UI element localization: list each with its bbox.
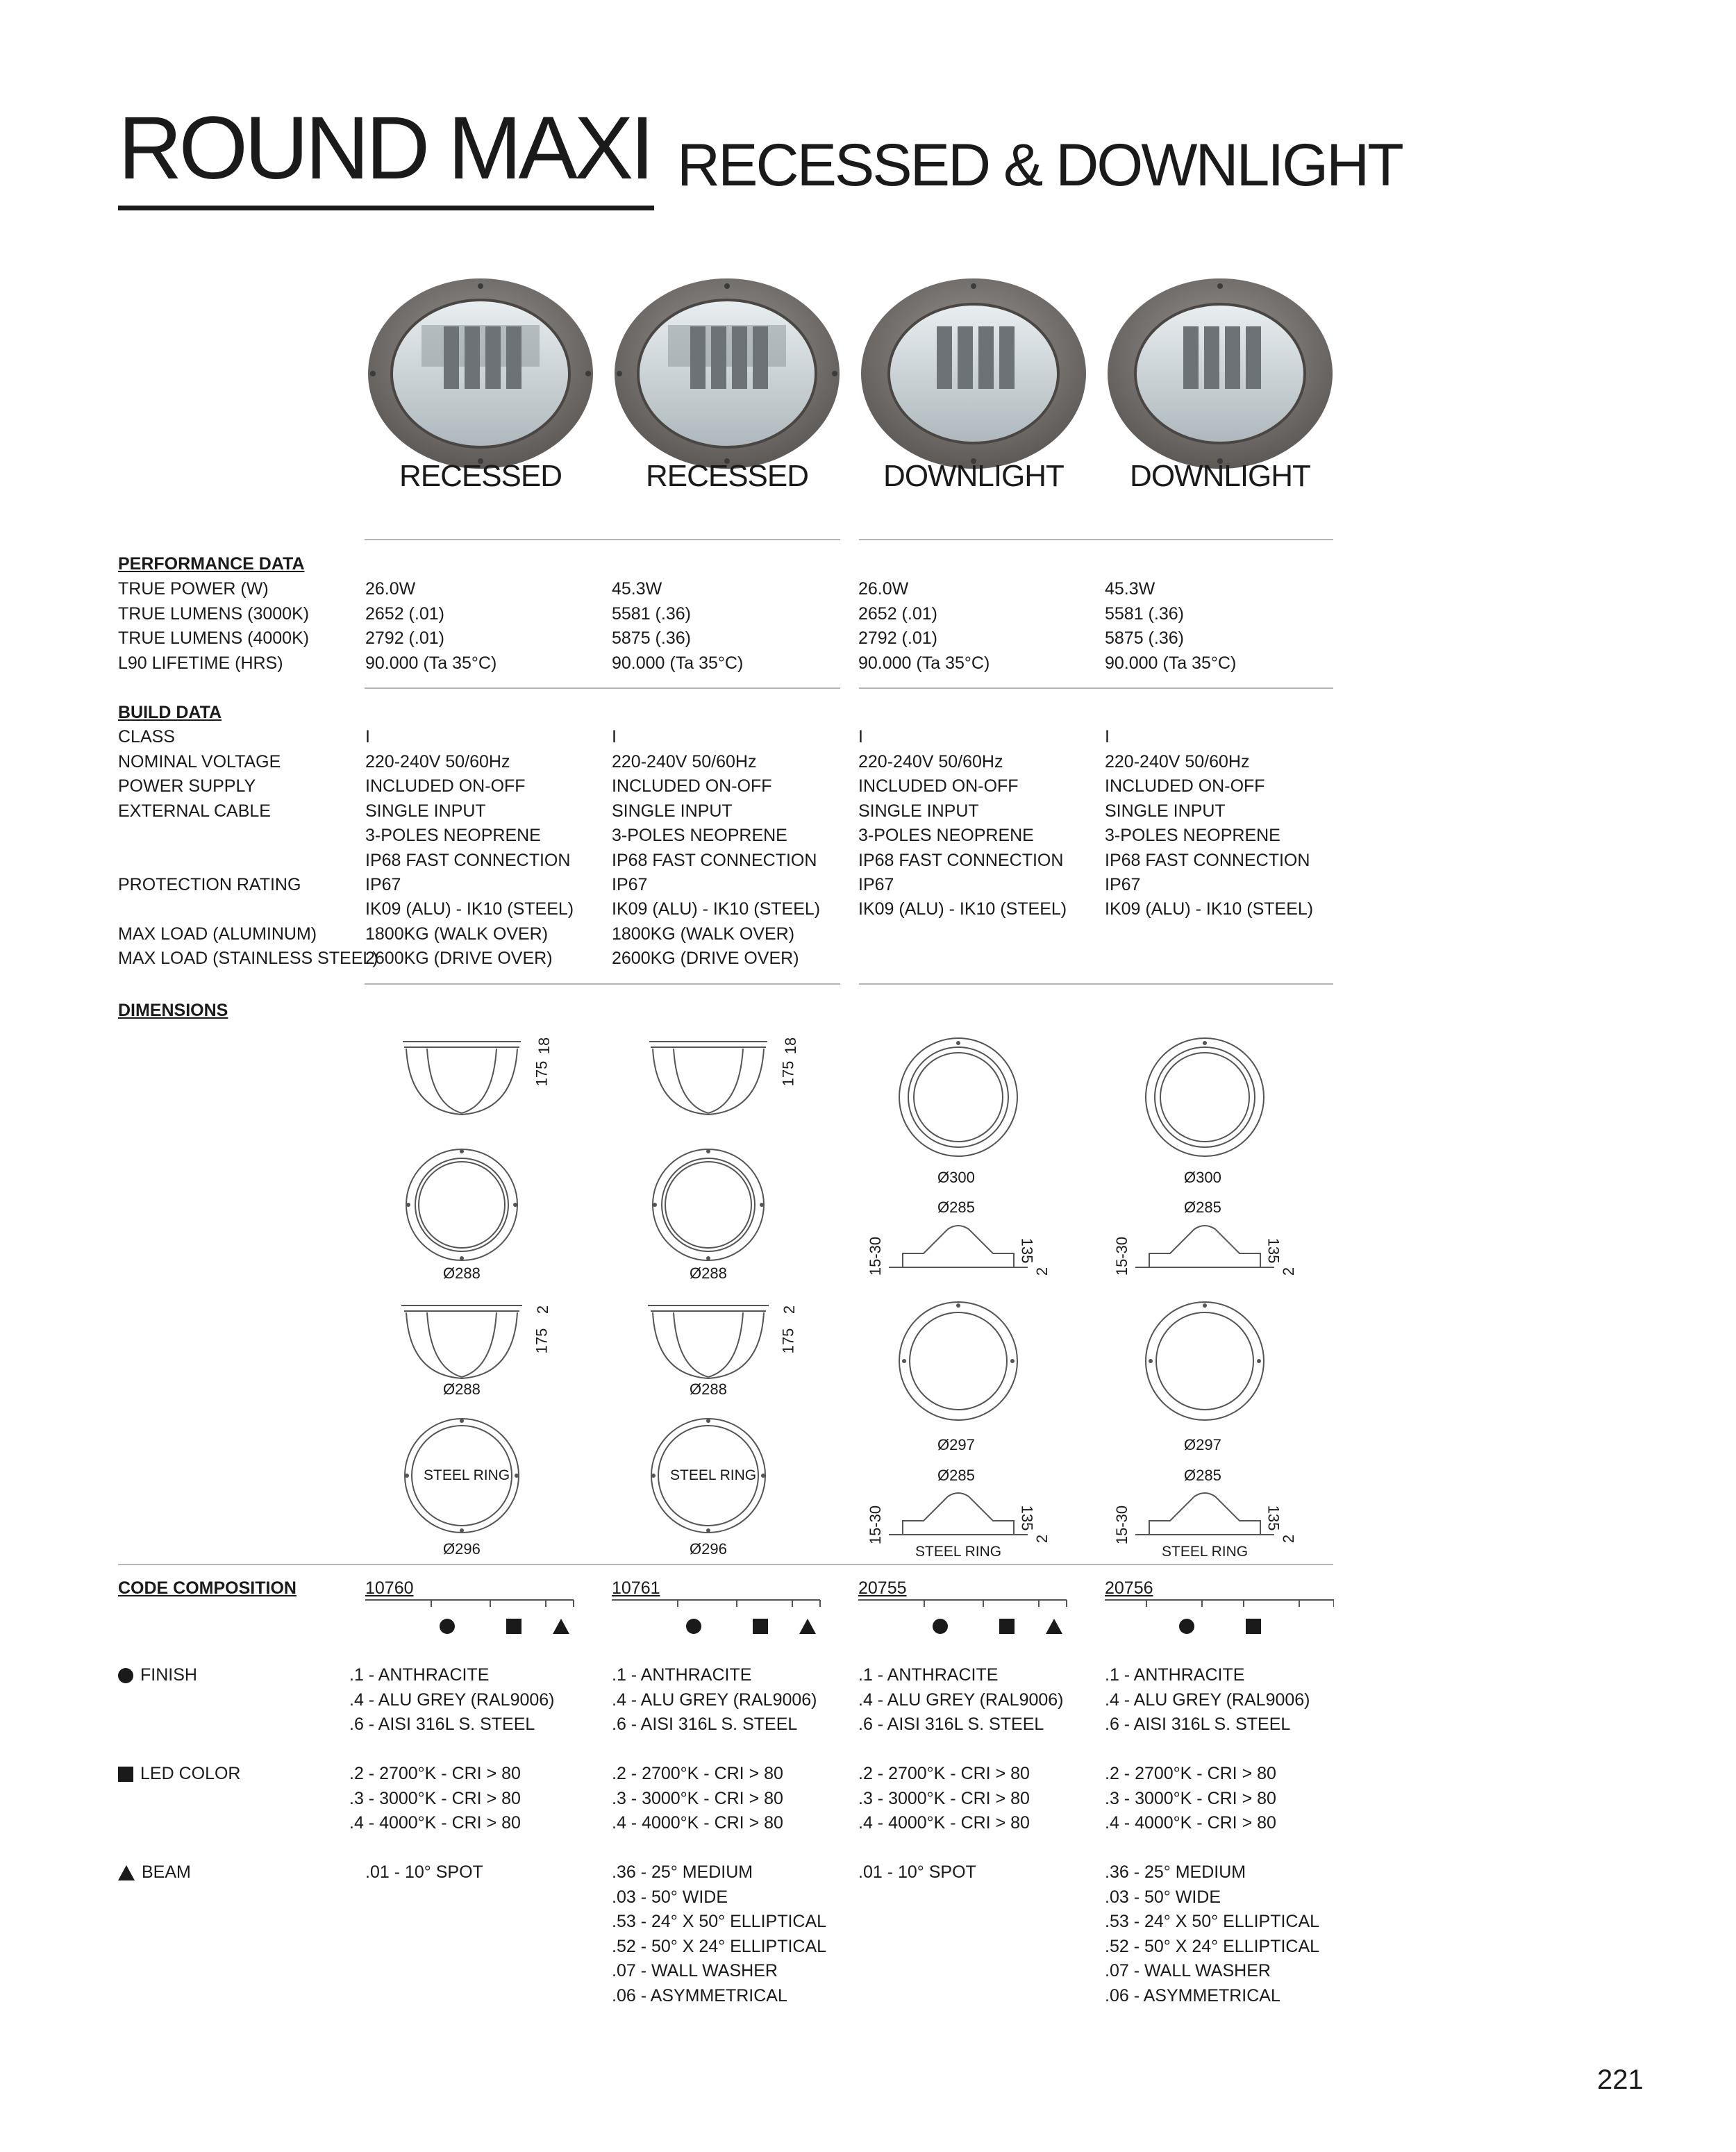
build-value: 220-240V 50/60Hz <box>365 752 510 771</box>
build-value: IK09 (ALU) - IK10 (STEEL) <box>858 899 1067 919</box>
build-value: IP68 FAST CONNECTION <box>1105 851 1310 870</box>
divider <box>118 1564 1333 1565</box>
product-photo-downlight-2 <box>1105 276 1335 471</box>
code-structure-graphic <box>365 1599 594 1640</box>
option-value: .01 - 10° SPOT <box>858 1862 976 1882</box>
page-subtitle: RECESSED & DOWNLIGHT <box>677 132 1402 199</box>
build-value: IK09 (ALU) - IK10 (STEEL) <box>365 899 574 919</box>
option-value: .4 - ALU GREY (RAL9006) <box>1105 1690 1310 1710</box>
performance-heading: PERFORMANCE DATA <box>118 554 305 574</box>
dim-diameter: Ø296 <box>690 1540 727 1558</box>
dim-rim: 2 <box>1280 1534 1298 1544</box>
product-code: 20755 <box>858 1578 907 1598</box>
option-value: .1 - ANTHRACITE <box>612 1665 752 1685</box>
dim-diameter: Ø297 <box>1184 1436 1221 1453</box>
steel-ring-label: STEEL RING <box>424 1467 510 1483</box>
dim-cutout: Ø285 <box>1184 1467 1221 1484</box>
led-color-label: LED COLOR <box>118 1765 240 1783</box>
product-label-recessed-2: RECESSED <box>645 459 809 493</box>
dim-diameter: Ø297 <box>937 1436 975 1453</box>
downlight-drawing-2 <box>1108 1028 1351 1562</box>
option-value: .1 - ANTHRACITE <box>1105 1665 1245 1685</box>
build-value: 3-POLES NEOPRENE <box>365 826 541 845</box>
build-value: IP67 <box>1105 875 1141 894</box>
option-value: .1 - ANTHRACITE <box>858 1665 999 1685</box>
dim-height: 135 <box>1265 1237 1283 1264</box>
build-label: POWER SUPPLY <box>118 776 256 796</box>
dim-height: 175 <box>533 1060 551 1087</box>
option-value: .2 - 2700°K - CRI > 80 <box>1105 1764 1276 1783</box>
title-underline <box>118 206 654 210</box>
option-value: .01 - 10° SPOT <box>365 1862 483 1882</box>
beam-label: BEAM <box>118 1864 191 1881</box>
perf-value: 5875 (.36) <box>612 628 691 648</box>
build-value: 2600KG (DRIVE OVER) <box>365 949 553 968</box>
option-value: .2 - 2700°K - CRI > 80 <box>858 1764 1030 1783</box>
product-label-downlight-1: DOWNLIGHT <box>883 459 1064 493</box>
option-value: .53 - 24° X 50° ELLIPTICAL <box>1105 1912 1320 1931</box>
option-value: .53 - 24° X 50° ELLIPTICAL <box>612 1912 827 1931</box>
dim-rim: 2 <box>781 1305 799 1315</box>
build-label: PROTECTION RATING <box>118 875 301 894</box>
dim-height: 175 <box>779 1328 797 1354</box>
build-value: INCLUDED ON-OFF <box>1105 776 1265 796</box>
option-value: .52 - 50° X 24° ELLIPTICAL <box>1105 1937 1320 1956</box>
option-value: .07 - WALL WASHER <box>1105 1961 1271 1980</box>
perf-value: 26.0W <box>365 579 416 599</box>
dim-diameter: Ø288 <box>443 1381 481 1398</box>
option-value: .3 - 3000°K - CRI > 80 <box>612 1789 783 1808</box>
product-code: 20756 <box>1105 1578 1153 1598</box>
perf-label: TRUE LUMENS (3000K) <box>118 604 310 624</box>
square-icon <box>118 1767 133 1782</box>
option-value: .6 - AISI 316L S. STEEL <box>612 1715 798 1734</box>
build-label: NOMINAL VOLTAGE <box>118 752 281 771</box>
option-value: .4 - 4000°K - CRI > 80 <box>612 1813 783 1833</box>
perf-label: TRUE POWER (W) <box>118 579 269 599</box>
build-value: 3-POLES NEOPRENE <box>612 826 787 845</box>
option-value: .06 - ASYMMETRICAL <box>1105 1986 1280 2005</box>
build-value: SINGLE INPUT <box>1105 801 1226 821</box>
finish-label: FINISH <box>118 1667 197 1684</box>
perf-value: 2652 (.01) <box>858 604 937 624</box>
dim-rim: 2 <box>1033 1534 1051 1544</box>
option-value: .3 - 3000°K - CRI > 80 <box>349 1789 521 1808</box>
build-value: SINGLE INPUT <box>858 801 979 821</box>
build-value: IK09 (ALU) - IK10 (STEEL) <box>1105 899 1314 919</box>
build-value: IP68 FAST CONNECTION <box>858 851 1064 870</box>
circle-icon <box>118 1668 133 1683</box>
page-number: 221 <box>1597 2065 1644 2095</box>
build-value: 1800KG (WALK OVER) <box>612 924 795 944</box>
build-label: MAX LOAD (ALUMINUM) <box>118 924 317 944</box>
option-value: .4 - ALU GREY (RAL9006) <box>612 1690 817 1710</box>
build-value: 220-240V 50/60Hz <box>612 752 757 771</box>
divider <box>859 983 1333 985</box>
page-title: ROUND MAXI <box>118 99 651 198</box>
dim-height: 175 <box>533 1328 551 1354</box>
code-composition-heading: CODE COMPOSITION <box>118 1578 297 1598</box>
dim-height: 135 <box>1018 1237 1036 1264</box>
product-photo-recessed-2 <box>612 276 842 471</box>
dim-ceiling: 15-30 <box>867 1236 885 1276</box>
build-value: IP68 FAST CONNECTION <box>365 851 571 870</box>
option-value: .2 - 2700°K - CRI > 80 <box>612 1764 783 1783</box>
perf-value: 5581 (.36) <box>1105 604 1184 624</box>
option-value: .4 - 4000°K - CRI > 80 <box>858 1813 1030 1833</box>
perf-value: 90.000 (Ta 35°C) <box>612 653 744 673</box>
dim-rim: 2 <box>1033 1267 1051 1276</box>
build-value: 2600KG (DRIVE OVER) <box>612 949 799 968</box>
build-value: SINGLE INPUT <box>612 801 733 821</box>
perf-value: 45.3W <box>1105 579 1155 599</box>
option-value: .6 - AISI 316L S. STEEL <box>1105 1715 1291 1734</box>
option-value: .4 - 4000°K - CRI > 80 <box>349 1813 521 1833</box>
option-value: .03 - 50° WIDE <box>1105 1887 1221 1907</box>
perf-label: TRUE LUMENS (4000K) <box>118 628 310 648</box>
build-value: IP67 <box>612 875 648 894</box>
code-structure-graphic <box>1105 1599 1334 1640</box>
build-value: 1800KG (WALK OVER) <box>365 924 549 944</box>
build-value: I <box>858 727 863 746</box>
dim-cutout: Ø285 <box>937 1199 975 1216</box>
dim-rim: 18 <box>535 1037 553 1055</box>
perf-value: 26.0W <box>858 579 909 599</box>
build-value: 3-POLES NEOPRENE <box>858 826 1034 845</box>
dim-diameter: Ø288 <box>443 1265 481 1282</box>
perf-label: L90 LIFETIME (HRS) <box>118 653 283 673</box>
steel-ring-label: STEEL RING <box>670 1467 757 1483</box>
downlight-drawing-1 <box>861 1028 1104 1562</box>
option-value: .6 - AISI 316L S. STEEL <box>349 1715 535 1734</box>
dimensions-heading: DIMENSIONS <box>118 1001 228 1020</box>
dim-diameter: Ø300 <box>937 1169 975 1186</box>
option-value: .1 - ANTHRACITE <box>349 1665 490 1685</box>
dim-height: 175 <box>779 1060 797 1087</box>
dim-diameter: Ø288 <box>690 1265 727 1282</box>
steel-ring-label: STEEL RING <box>915 1544 1002 1560</box>
perf-value: 45.3W <box>612 579 662 599</box>
product-label-recessed-1: RECESSED <box>399 459 562 493</box>
build-label: EXTERNAL CABLE <box>118 801 271 821</box>
build-value: 220-240V 50/60Hz <box>1105 752 1250 771</box>
option-value: .3 - 3000°K - CRI > 80 <box>1105 1789 1276 1808</box>
dim-rim: 18 <box>782 1037 800 1055</box>
product-code: 10760 <box>365 1578 414 1598</box>
perf-value: 90.000 (Ta 35°C) <box>1105 653 1237 673</box>
build-value: IK09 (ALU) - IK10 (STEEL) <box>612 899 821 919</box>
build-value: IP68 FAST CONNECTION <box>612 851 817 870</box>
dim-diameter: Ø296 <box>443 1540 481 1558</box>
build-label: CLASS <box>118 727 175 746</box>
dim-ceiling: 15-30 <box>1113 1505 1131 1545</box>
option-value: .3 - 3000°K - CRI > 80 <box>858 1789 1030 1808</box>
perf-value: 2792 (.01) <box>365 628 444 648</box>
build-value: I <box>612 727 617 746</box>
build-value: INCLUDED ON-OFF <box>858 776 1019 796</box>
option-value: .03 - 50° WIDE <box>612 1887 728 1907</box>
build-value: INCLUDED ON-OFF <box>365 776 526 796</box>
perf-value: 2792 (.01) <box>858 628 937 648</box>
divider <box>365 687 840 689</box>
dim-rim: 2 <box>534 1305 552 1315</box>
build-heading: BUILD DATA <box>118 703 222 722</box>
build-value: I <box>1105 727 1110 746</box>
code-structure-graphic <box>612 1599 841 1640</box>
perf-value: 2652 (.01) <box>365 604 444 624</box>
option-value: .4 - ALU GREY (RAL9006) <box>858 1690 1064 1710</box>
dim-ceiling: 15-30 <box>1113 1236 1131 1276</box>
divider <box>859 539 1333 540</box>
dim-cutout: Ø285 <box>1184 1199 1221 1216</box>
option-value: .07 - WALL WASHER <box>612 1961 778 1980</box>
steel-ring-label: STEEL RING <box>1162 1544 1249 1560</box>
dim-height: 135 <box>1265 1505 1283 1531</box>
option-value: .4 - 4000°K - CRI > 80 <box>1105 1813 1276 1833</box>
dim-diameter: Ø288 <box>690 1381 727 1398</box>
product-photo-downlight-1 <box>859 276 1088 471</box>
option-value: .36 - 25° MEDIUM <box>1105 1862 1246 1882</box>
build-value: I <box>365 727 370 746</box>
divider <box>365 983 840 985</box>
build-value: 3-POLES NEOPRENE <box>1105 826 1280 845</box>
option-value: .4 - ALU GREY (RAL9006) <box>349 1690 555 1710</box>
dim-diameter: Ø300 <box>1184 1169 1221 1186</box>
option-value: .2 - 2700°K - CRI > 80 <box>349 1764 521 1783</box>
perf-value: 90.000 (Ta 35°C) <box>858 653 990 673</box>
dim-ceiling: 15-30 <box>867 1505 885 1545</box>
product-photo-recessed-1 <box>366 276 595 471</box>
dim-rim: 2 <box>1280 1267 1298 1276</box>
dim-height: 135 <box>1018 1505 1036 1531</box>
triangle-icon <box>118 1865 135 1880</box>
divider <box>365 539 840 540</box>
option-value: .52 - 50° X 24° ELLIPTICAL <box>612 1937 827 1956</box>
build-value: IP67 <box>858 875 894 894</box>
option-value: .6 - AISI 316L S. STEEL <box>858 1715 1044 1734</box>
build-value: INCLUDED ON-OFF <box>612 776 772 796</box>
option-value: .36 - 25° MEDIUM <box>612 1862 753 1882</box>
divider <box>859 687 1333 689</box>
build-value: IP67 <box>365 875 401 894</box>
build-label: MAX LOAD (STAINLESS STEEL) <box>118 949 378 968</box>
option-value: .06 - ASYMMETRICAL <box>612 1986 787 2005</box>
perf-value: 5581 (.36) <box>612 604 691 624</box>
product-code: 10761 <box>612 1578 660 1598</box>
code-structure-graphic <box>858 1599 1087 1640</box>
build-value: SINGLE INPUT <box>365 801 486 821</box>
build-value: 220-240V 50/60Hz <box>858 752 1003 771</box>
perf-value: 90.000 (Ta 35°C) <box>365 653 497 673</box>
dim-cutout: Ø285 <box>937 1467 975 1484</box>
perf-value: 5875 (.36) <box>1105 628 1184 648</box>
product-label-downlight-2: DOWNLIGHT <box>1130 459 1310 493</box>
